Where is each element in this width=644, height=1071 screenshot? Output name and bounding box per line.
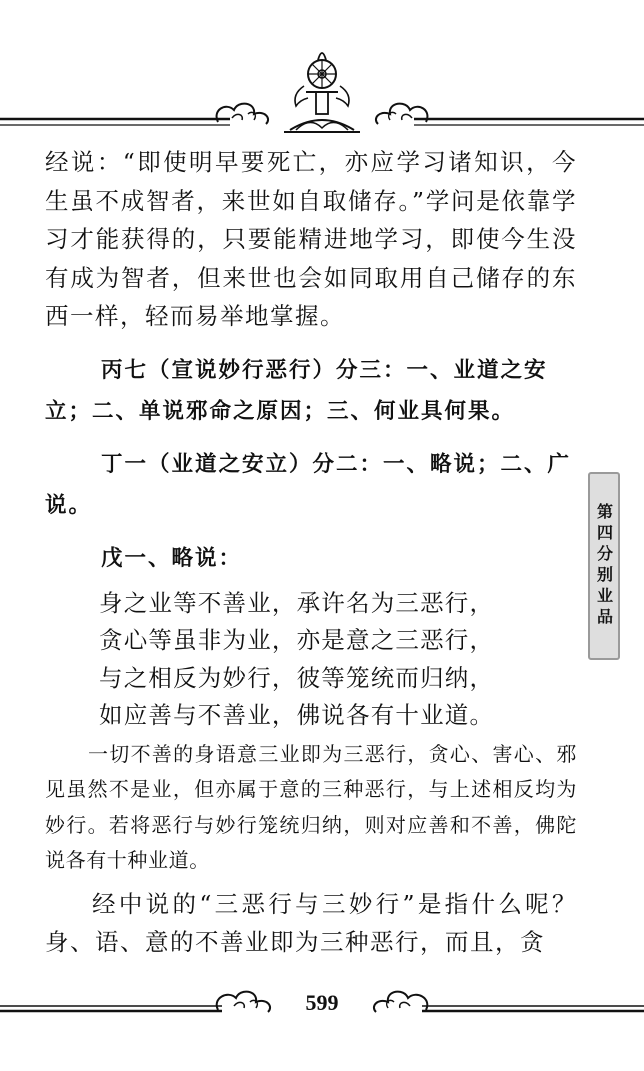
explanation-paragraph: 经中说的“三恶行与三妙行”是指什么呢？身、语、意的不善业即为三种恶行，而且，贪 bbox=[45, 889, 577, 956]
verse-line: 身之业等不善业，承许名为三恶行， bbox=[99, 588, 495, 617]
page-body bbox=[45, 143, 577, 961]
chapter-side-tab bbox=[588, 472, 620, 660]
verse-line: 如应善与不善业，佛说各有十业道。 bbox=[99, 701, 495, 729]
header-ornament-icon bbox=[0, 40, 644, 140]
chapter-tab-label: 第四分别业品 bbox=[594, 503, 614, 629]
section-heading-wu1: 戊一、略说： bbox=[101, 545, 243, 571]
verse-line: 与之相反为妙行，彼等笼统而归纳， bbox=[99, 663, 495, 692]
page-number: 599 bbox=[305, 990, 339, 1015]
verse-line: 贪心等虽非为业，亦是意之三恶行， bbox=[99, 626, 495, 654]
section-heading-ding1: 丁一（业道之安立）分二：一、略说；二、广说。 bbox=[45, 451, 572, 518]
commentary-paragraph: 一切不善的身语意三业即为三恶行，贪心、害心、邪见虽然不是业，但亦属于意的三种恶行，与上述相反均为妙行。若将恶行与妙行笼统归纳，则对应善和不善，佛陀说各有十种业道。 bbox=[45, 741, 577, 872]
intro-paragraph: 经说：“即使明早要死亡，亦应学习诸知识，今生虽不成智者，来世如自取储存。”学问是依靠学习才能获得的，只要能精进地学习，即使今生没有成为智者，但来世也会如同取用自己储存的东西一样，轻而易举地掌握。 bbox=[45, 148, 577, 330]
section-heading-bing7: 丙七（宣说妙行恶行）分三：一、业道之安立；二、单说邪命之原因；三、何业具何果。 bbox=[45, 357, 548, 424]
root-verse bbox=[45, 585, 577, 735]
